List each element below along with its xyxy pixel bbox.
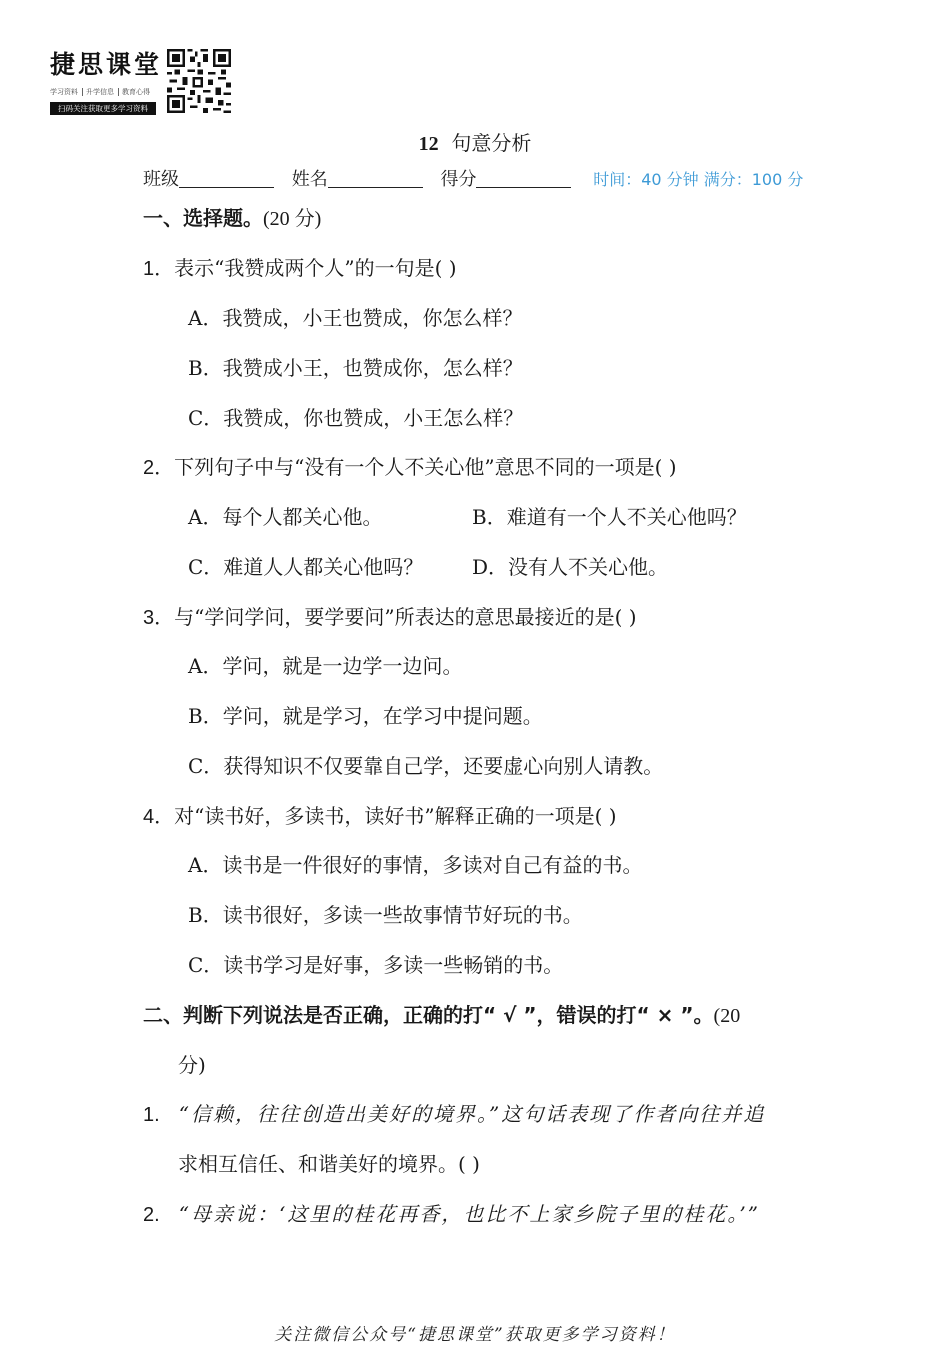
qr-code-icon — [167, 49, 231, 113]
question-number: 3． — [143, 607, 175, 629]
brand-tag: 升学信息 — [82, 88, 114, 96]
section-points: (20 — [713, 1005, 741, 1027]
brand-name: 捷思课堂 — [50, 50, 163, 79]
student-info-line — [143, 165, 803, 191]
judgement-1 — [143, 1098, 765, 1127]
footer-note: 关注微信公众号“捷思课堂”获取更多学习资料！ — [274, 1325, 676, 1345]
name-field[interactable] — [328, 169, 423, 188]
option[interactable]: B．我赞成小王，也赞成你，怎么样？ — [188, 356, 523, 380]
time-info: 时间：40 分钟 满分：100 分 — [593, 170, 804, 189]
brand-tag: 教育心得 — [118, 88, 150, 96]
brand-tags — [50, 87, 160, 97]
question-number: 4． — [143, 806, 175, 828]
question-2 — [143, 451, 677, 480]
option[interactable]: C．难道人人都关心他吗？ — [188, 555, 424, 579]
option[interactable]: B．读书很好，多读一些故事情节好玩的书。 — [188, 903, 583, 927]
score-field[interactable] — [476, 169, 571, 188]
option[interactable]: B．难道有一个人不关心他吗？ — [472, 505, 747, 529]
score-label: 得分 — [440, 169, 477, 190]
section-heading — [143, 999, 740, 1028]
question-text: 表示“我赞成两个人”的一句是( ) — [174, 256, 457, 280]
question-number: 1. — [143, 1104, 160, 1126]
question-number: 1． — [143, 258, 175, 280]
option[interactable]: C．我赞成，你也赞成，小王怎么样？ — [188, 406, 524, 430]
question-text: 与“学问学问，要学要问”所表达的意思最接近的是( ) — [174, 605, 637, 629]
judgement-1-cont: 求相互信任、和谐美好的境界。( ) — [178, 1152, 480, 1176]
brand-logo — [50, 45, 163, 115]
option[interactable]: A．我赞成，小王也赞成，你怎么样？ — [188, 306, 523, 330]
lesson-title: 句意分析 — [451, 131, 532, 155]
name-label: 姓名 — [291, 169, 328, 190]
lesson-number: 12 — [418, 133, 439, 155]
option[interactable]: B．学问，就是学习，在学习中提问题。 — [188, 704, 543, 728]
option[interactable]: A．读书是一件很好的事情，多读对自己有益的书。 — [188, 853, 643, 877]
option[interactable]: A．学问，就是一边学一边问。 — [188, 654, 463, 678]
question-number: 2． — [143, 457, 175, 479]
question-3 — [143, 601, 637, 630]
section-title: 一、选择题。 — [143, 206, 263, 230]
judgement-2 — [143, 1198, 760, 1227]
section-heading — [143, 202, 321, 231]
section-points: (20 分) — [263, 208, 322, 230]
option[interactable]: C．获得知识不仅要靠自己学，还要虚心向别人请教。 — [188, 754, 664, 778]
option[interactable]: A．每个人都关心他。 — [188, 505, 383, 529]
brand-bar: 扫码关注获取更多学习资料 — [50, 102, 156, 115]
question-number: 2. — [143, 1204, 160, 1226]
option[interactable]: D．没有人不关心他。 — [472, 555, 669, 579]
option[interactable]: C．读书学习是好事，多读一些畅销的书。 — [188, 953, 564, 977]
question-text: “母亲说：‘这里的桂花再香，也比不上家乡院子里的桂花。’” — [178, 1202, 760, 1226]
question-text: “信赖，往往创造出美好的境界。”这句话表现了作者向往并追 — [178, 1102, 766, 1126]
question-text: 对“读书好，多读书，读好书”解释正确的一项是( ) — [174, 804, 617, 828]
question-text: 下列句子中与“没有一个人不关心他”意思不同的一项是( ) — [174, 455, 677, 479]
class-field[interactable] — [179, 169, 274, 188]
question-4 — [143, 800, 617, 829]
brand-tag: 学习资料 — [50, 88, 78, 96]
section-points-cont: 分) — [178, 1053, 206, 1077]
section-title: 二、判断下列说法是否正确，正确的打“ √ ”，错误的打“ × ”。 — [143, 1003, 714, 1027]
page-title — [0, 127, 950, 156]
question-1 — [143, 252, 457, 281]
class-label: 班级 — [143, 169, 179, 190]
